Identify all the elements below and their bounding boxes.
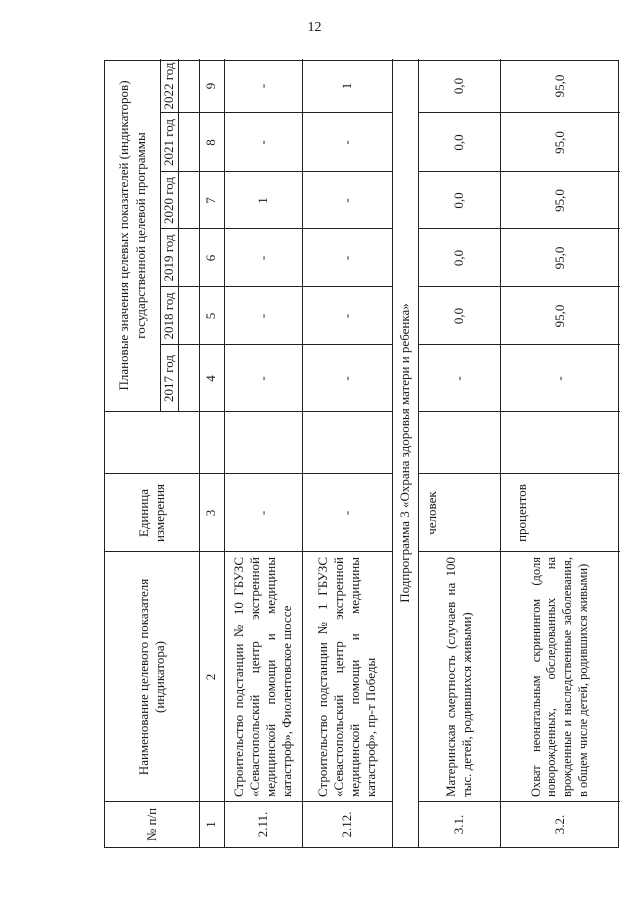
row-value: - [338,376,354,381]
column-number: 2 [203,673,219,681]
row-unit: человек [424,491,439,535]
rotated-table-area [104,60,619,848]
indicators-table [104,60,619,848]
row-unit: - [338,510,354,516]
subprogram-title: Подпрограмма 3 «Охрана здоровья матери и ребенка» [396,303,412,603]
row-value: 0,0 [450,77,466,95]
header-year-2020: 2020 год [160,177,176,224]
row-value: 95,0 [551,189,567,212]
row-value: 95,0 [551,304,567,328]
header-unit: Единица измерения [135,483,167,543]
row-value: - [338,140,354,145]
row-unit: - [254,510,270,516]
row-value: 95,0 [551,74,567,98]
column-number: 5 [203,312,219,320]
row-value: - [338,198,354,203]
row-value: 95,0 [551,131,567,154]
column-number: 6 [203,254,219,262]
page-number: 12 [307,20,322,35]
row-value: 95,0 [551,246,567,270]
row-value: - [254,140,270,145]
row-number: 3.2. [551,814,567,835]
row-number: 3.1. [450,814,466,835]
row-value: - [338,255,354,261]
row-value: 0,0 [450,192,466,209]
column-number: 3 [203,509,219,517]
row-value: 1 [338,82,354,90]
header-name: Наименование целевого показателя (индикатора) [135,578,167,776]
row-name: Охват неонатальным скринингом (доля новорожденных, обследованных на врожденные и наследственные заболевания, в общем числе детей, родившихся живыми) [528,557,590,797]
column-number: 8 [203,139,219,146]
row-value: 0,0 [450,307,466,325]
row-value: 1 [254,197,270,204]
row-number: 2.11. [254,811,270,838]
row-unit: процентов [514,484,529,542]
row-value: 0,0 [450,134,466,151]
row-number: 2.12. [338,811,354,838]
row-value: - [450,376,466,381]
header-num: № п/п [143,807,159,842]
column-number: 9 [203,82,219,90]
header-plan: Плановые значения целевых показателей (индикаторов) государственной целевой программы [116,80,148,391]
row-value: - [254,83,270,89]
column-number: 4 [203,375,219,382]
row-name: Строительство подстанции № 10 ГБУЗС «Севастопольский центр экстренной медицинской помощи и медицины катастроф», Фиолентовское шоссе [230,557,295,797]
row-value: - [551,376,567,381]
row-name: Материнская смертность (случаев на 100 тыс. детей, родившихся живыми) [442,557,474,797]
header-year-2017: 2017 год [160,355,176,402]
header-year-2018: 2018 год [160,292,176,340]
column-number: 1 [203,821,219,828]
header-year-2022: 2022 год [160,62,176,110]
header-year-2021: 2021 год [160,119,176,166]
row-value: 0,0 [450,249,466,267]
header-year-2019: 2019 год [160,234,176,282]
column-number: 7 [203,197,219,204]
row-name: Строительство подстанции № 1 ГБУЗС «Севастопольский центр экстренной медицинской помощи и медицины катастроф», пр-т Победы [314,557,379,797]
row-value: - [338,313,354,319]
row-value: - [254,376,270,381]
row-value: - [254,313,270,319]
row-value: - [254,255,270,261]
